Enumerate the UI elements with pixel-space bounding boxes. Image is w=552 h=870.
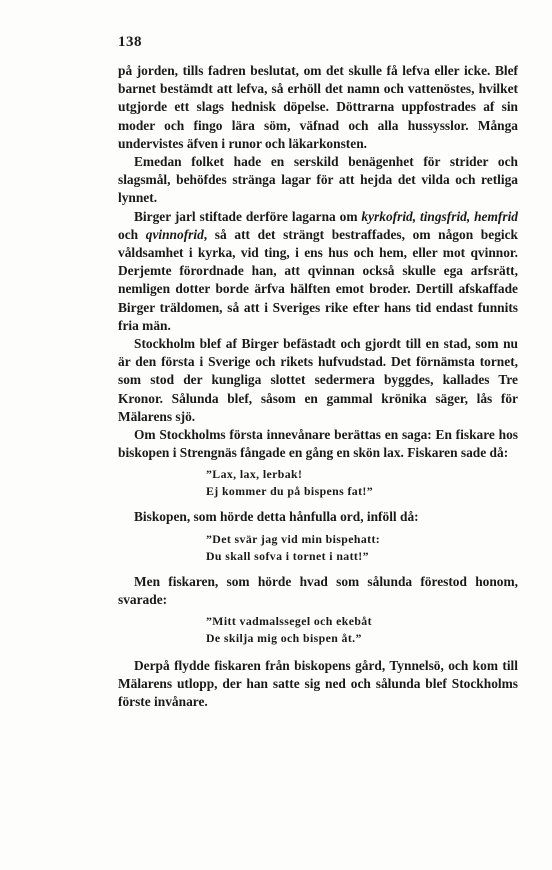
paragraph-bishop-reply: Biskopen, som hörde detta hånfulla ord, inföll då:: [134, 509, 419, 525]
verse-line: De skilja mig och bispen åt.”: [206, 631, 362, 646]
paragraph-saga-intro: Om Stockholms första innevånare berättas en saga: En fiskare hos biskopen i Strengnäs fångade en gång en skön lax. Fiskaren sade då:: [118, 427, 518, 461]
law-conjunction: och: [118, 226, 146, 242]
paragraph-fisherman-reply: Men fiskaren, som hörde hvad som sålunda förestod honom, svarade:: [118, 573, 518, 607]
birger-laws-intro: Birger jarl stiftade derföre lagarna om: [134, 208, 362, 224]
verse-line: ”Lax, lax, lerbak!: [206, 467, 303, 482]
law-name-qvinnofrid: qvinnofrid: [145, 226, 204, 242]
verse-fisherman: [206, 466, 518, 500]
verse-line: ”Det svär jag vid min bispehatt:: [206, 531, 381, 546]
birger-laws-rest: , så att det strängt bestraffades, om någon begick våldsamhet i kyrka, vid ting, i ens hus och hem, eller mot qvinnor. Derjemte förordnade han, att qvinnan också skulle ega arfsrätt, nemligen dotter borde ärfva hälften emot broder. Dertill afskaffade Birger träldomen, så att i Sveriges rike efter hans tid endast funnits fria män.: [118, 226, 518, 333]
verse-line: ”Mitt vadmalssegel och ekebåt: [206, 614, 372, 629]
paragraph-stockholm-founding: Stockholm blef af Birger befästadt och gjordt till en stad, som nu är den första i Sverige och rikets hufvudstad. Det förnämsta tornet, som stod der kungliga slottet sedermera byggdes, kallades Tre Kronor. Sålunda blef, såsom en gammal krönika säger, lås för Mälarens sjö.: [118, 336, 518, 424]
page-body: [118, 62, 518, 712]
paragraph-strict-laws: Emedan folket hade en serskild benägenhet för strider och slagsmål, behöfdes stränga lagar för att hejda det vilda och retliga lynnet.: [118, 154, 518, 206]
verse-fisherman-answer: [206, 613, 518, 647]
verse-line: Ej kommer du på bispens fat!”: [206, 484, 374, 499]
page-number: 138: [118, 34, 142, 50]
paragraph-first-inhabitant: Derpå flydde fiskaren från biskopens gård, Tynnelsö, och kom till Mälarens utlopp, der han satte sig ned och sålunda blef Stockholms förste invånare.: [118, 658, 518, 710]
verse-bishop: [206, 531, 518, 565]
paragraph-birth-customs: på jorden, tills fadren beslutat, om det skulle få lefva eller icke. Blef barnet bestämdt att lefva, så erhöll det namn och vattenöstes, hvilket utgjorde ett slags hednisk döpelse. Döttrarna uppfostrades af sin moder och fingo lära söm, väfnad och alla hussysslor. Många undervistes äfven i runor och läkarkonsten.: [118, 63, 518, 151]
paragraph-birger-laws: [118, 208, 518, 335]
verse-line: Du skall sofva i tornet i natt!”: [206, 548, 369, 563]
law-names: kyrkofrid, tingsfrid, hemfrid: [361, 208, 518, 224]
